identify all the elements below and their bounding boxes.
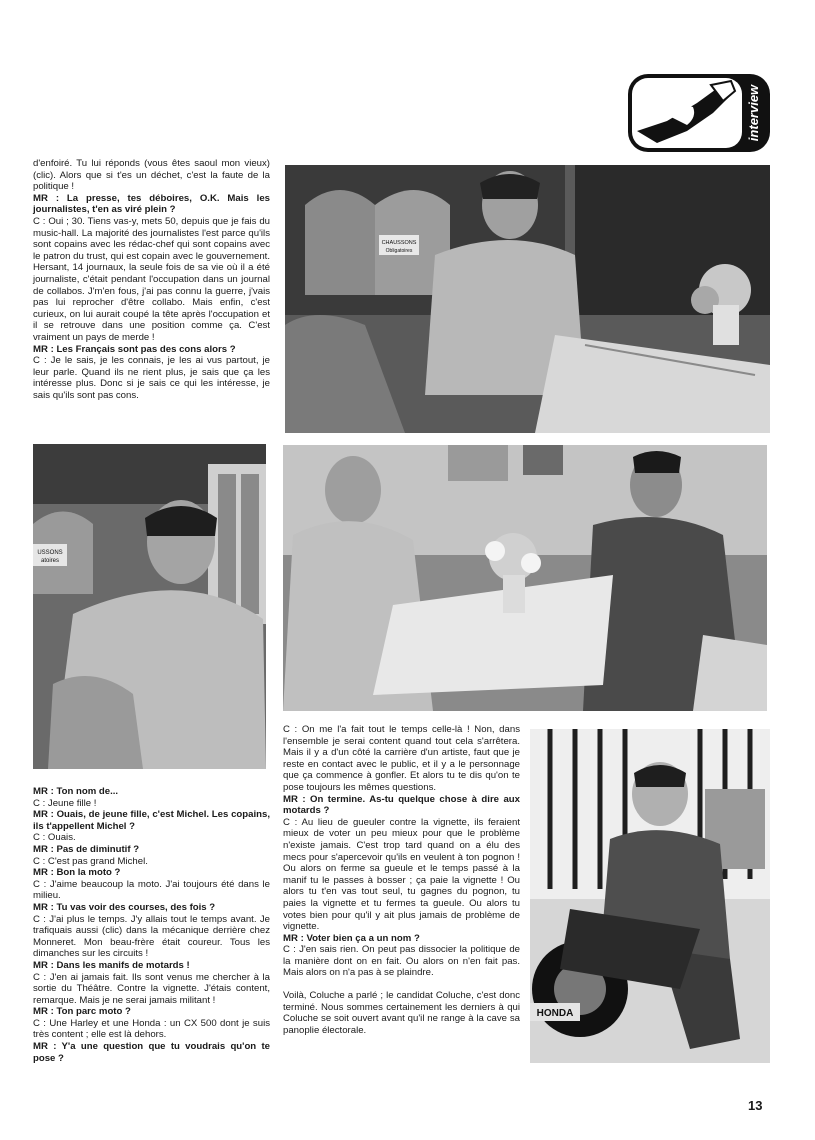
article-column-3 xyxy=(283,724,520,1036)
interview-question: MR : Bon la moto ? xyxy=(33,867,121,879)
interview-question: MR : Pas de diminutif ? xyxy=(33,843,140,855)
interview-question: MR : Ouais, de jeune fille, c'est Michel. Les copains, ils t'appellent Michel ? xyxy=(33,809,270,832)
interview-answer: C : Une Harley et une Honda : un CX 500 dont je suis très content ; elle est là dehors. xyxy=(33,1017,270,1041)
interview-answer: d'enfoiré. Tu lui réponds (vous êtes saoul mon vieux) (clic). Alors que si t'es un déchet, c'est la faute de la politique ! xyxy=(33,158,270,193)
interview-question: MR : Voter bien ça a un nom ? xyxy=(283,932,420,944)
interview-answer: C : Jeune fille ! xyxy=(33,797,97,809)
interview-answer: Voilà, Coluche a parlé ; le candidat Coluche, c'est donc terminé. Nous sommes certainement les derniers à qui Coluche se soit ouvert avant qu'il ne range à la cave sa panoplie électorale. xyxy=(283,990,520,1036)
sign-line-2: Obligatoires xyxy=(385,248,413,254)
interview-answer: C : Oui ; 30. Tiens vas-y, mets 50, depuis que je fais du music-hall. La majorité des journalistes l'est parce qu'ils sont copains avec les rédac-chef qui sont copains avec le patron du trust, qui est copain avec le gouvernement. Hersant, 14 journaux, la seule fois de sa vie où il a été journaliste, c'était pendant l'occupation dans un journal de collabos. J'm'en fous, j'ai pas connu la guerre, j'vais pas lui reprocher d'être collabo. Mais enfin, c'est curieux, on lui aurait coupé la tête après l'occupation et il se retrouve dans une position comme ça. C'est vraiment un pays de merde ! xyxy=(33,215,270,343)
paragraph-spacer xyxy=(283,979,520,990)
interview-question: MR : La presse, tes déboires, O.K. Mais les journalistes, t'en as viré plein ? xyxy=(33,192,270,216)
interview-answer: C : Je le sais, je les connais, je les ai vus partout, je leur parle. Quand ils ne rient plus, je sais que ça les intéresse plus. Donc si je sais ce qui les intéresse, je sais qu'ils sont pas cons. xyxy=(33,355,270,401)
photo-coluche-talking xyxy=(33,444,266,769)
interview-question: MR : Ton nom de... xyxy=(33,786,119,797)
article-column-2 xyxy=(33,786,270,1064)
motorcycle-plate-label: HONDA xyxy=(536,1008,574,1019)
interview-answer: C : C'est pas grand Michel. xyxy=(33,855,148,867)
interview-question: MR : Dans les manifs de motards ! xyxy=(33,959,190,971)
photo-coluche-on-motorcycle xyxy=(530,729,770,1063)
interview-answer: C : Ouais. xyxy=(33,832,76,844)
sign-line-1: CHAUSSONS xyxy=(381,240,417,246)
interview-answer: C : On me l'a fait tout le temps celle-là ! Non, dans l'ensemble je serai content quand tout cela s'arrêtera. Mais il y a d'un côté la carrière d'un artiste, faut que je reste en contact avec le public, et il y a le personnage que ça commence à gonfler. Et alors tu te dis qu'on te pose toujours les mêmes questions. xyxy=(283,724,520,793)
interview-answer: C : Au lieu de gueuler contre la vignette, ils feraient mieux de voter un peu mieux pour que le problème n'existe jamais. C'est trop tard quand on a élu des mecs pour s'apercevoir qu'ils en veulent à ton pognon ! Ou alors on ferme sa gueule et le temps passé à la manif tu le passes à bosser ; ça paie la vignette ! Ou alors tu t'en vas tout seul, tu gagnes du pognon, tu paies la vignette et tu fermes ta gueule. Ou alors tu votes bien pour qu'il y ait plus jamais de problème de vignette. xyxy=(283,816,520,933)
photo-two-men-at-desk xyxy=(283,445,767,711)
interview-answer: C : J'aime beaucoup la moto. J'ai toujours été dans le milieu. xyxy=(33,878,270,902)
interview-logo xyxy=(627,73,771,153)
interview-answer: C : J'ai plus le temps. J'y allais tout le temps avant. Je trafiquais aussi (clic) dans la mécanique derrière chez Monneret. Mon beau-frère était coureur. Tous les dimanches sur les circuits ! xyxy=(33,913,270,960)
interview-question: MR : Les Français sont pas des cons alors ? xyxy=(33,343,236,355)
interview-question: MR : Tu vas voir des courses, des fois ? xyxy=(33,901,216,913)
interview-question: MR : Ton parc moto ? xyxy=(33,1006,131,1018)
interview-answer: C : J'en ai jamais fait. Ils sont venus me chercher à la sortie du Théâtre. Contre la vignette. J'étais content, remarque. Mais je ne serai jamais militant ! xyxy=(33,971,270,1006)
page-number: 13 xyxy=(748,1098,763,1113)
sign-line-2: atoires xyxy=(40,558,60,564)
interview-question: MR : Y'a une question que tu voudrais qu'on te pose ? xyxy=(33,1041,270,1064)
interview-question: MR : On termine. As-tu quelque chose à dire aux motards ? xyxy=(283,793,520,817)
logo-label: interview xyxy=(746,84,761,142)
photo-coluche-seated-at-table xyxy=(285,165,770,433)
interview-answer: C : J'en sais rien. On peut pas dissocier la politique de la manière dont on en fait. Ou alors on n'en fait pas. Mais alors on n'a pas à se plaindre. xyxy=(283,944,520,979)
sign-line-1: USSONS xyxy=(37,550,63,556)
article-column-1 xyxy=(33,158,270,401)
